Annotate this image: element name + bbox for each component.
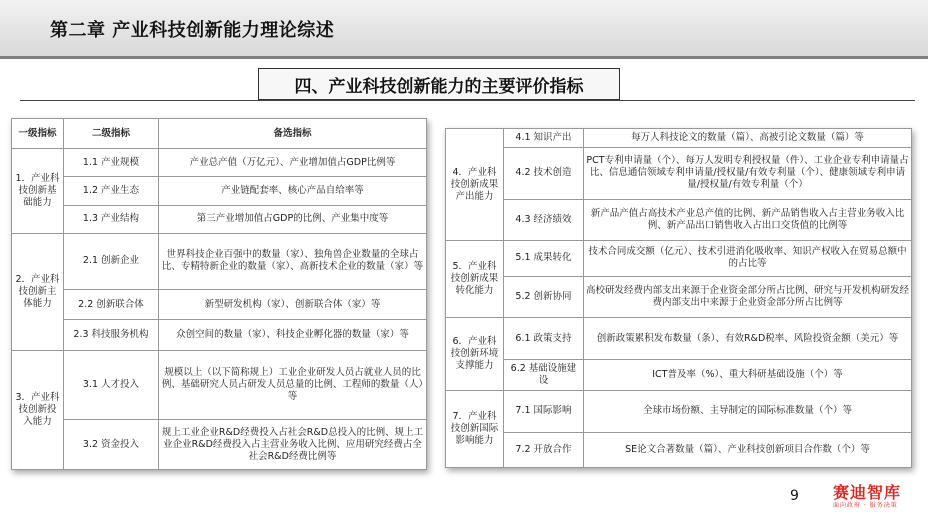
section-divider: [20, 100, 915, 101]
level2-cell: 6.1 政策支持: [504, 318, 584, 360]
level2-cell: 2.1 创新企业: [64, 233, 159, 289]
level1-cell: 4．产业科技创新成果产出能力: [446, 129, 504, 241]
header-level2: 二级指标: [64, 119, 159, 149]
candidate-cell: 新产品产值占高技术产业总产值的比例、新产品销售收入占主营业务收入比例、新产品出口销售收入占出口交货值的比例等: [584, 199, 912, 241]
header-divider: [0, 56, 928, 59]
level1-cell: 2．产业科技创新主体能力: [12, 233, 64, 350]
header-level1: 一级指标: [12, 119, 64, 149]
level1-cell: 5．产业科技创新成果转化能力: [446, 241, 504, 318]
logo-text: 赛迪智库: [833, 483, 902, 502]
level2-cell: 5.2 创新协同: [504, 276, 584, 318]
candidate-cell: ICT普及率（%）、重大科研基础设施（个）等: [584, 359, 912, 390]
level2-cell: 4.1 知识产出: [504, 129, 584, 148]
logo-tagline: 面向政府 · 服务决策: [833, 502, 898, 509]
candidate-cell: 全球市场份额、主导制定的国际标准数量（个）等: [584, 391, 912, 433]
level2-cell: 1.1 产业规模: [64, 149, 159, 177]
level2-cell: 1.3 产业结构: [64, 205, 159, 233]
candidate-cell: 产业总产值（万亿元）、产业增加值占GDP比例等: [159, 149, 427, 177]
candidate-cell: 产业链配套率、核心产品自给率等: [159, 177, 427, 205]
level2-cell: 3.1 人才投入: [64, 350, 159, 419]
level2-cell: 2.2 创新联合体: [64, 290, 159, 320]
level2-cell: 7.2 开放合作: [504, 432, 584, 467]
level1-cell: 3．产业科技创新投入能力: [12, 350, 64, 469]
level2-cell: 4.2 技术创造: [504, 147, 584, 199]
section-title: 四、产业科技创新能力的主要评价指标: [258, 68, 620, 100]
chapter-title: 第二章 产业科技创新能力理论综述: [50, 20, 335, 41]
candidate-cell: 第三产业增加值占GDP的比例、产业集中度等: [159, 205, 427, 233]
level2-cell: 5.1 成果转化: [504, 241, 584, 276]
level2-cell: 7.1 国际影响: [504, 391, 584, 433]
candidate-cell: PCT专利申请量（个）、每万人发明专利授权量（件）、工业企业专利申请量占比、信息通信领域专利申请量/授权量/有效专利量（个）、健康领域专利申请量/授权量/有效专利量（个）: [584, 147, 912, 199]
level1-cell: 1．产业科技创新基础能力: [12, 149, 64, 233]
level2-cell: 3.2 资金投入: [64, 420, 159, 470]
candidate-cell: 世界科技企业百强中的数量（家）、独角兽企业数量的全球占比、专精特新企业的数量（家）、高新技术企业的数量（家）等: [159, 233, 427, 289]
level1-cell: 7．产业科技创新国际影响能力: [446, 391, 504, 468]
candidate-cell: SE论文合著数量（篇）、产业科技创新项目合作数（个）等: [584, 432, 912, 467]
header-candidates: 备选指标: [159, 119, 427, 149]
level2-cell: 1.2 产业生态: [64, 177, 159, 205]
candidate-cell: 创新政策累积发布数量（条）、有效R&D税率、风险投资金额（美元）等: [584, 318, 912, 360]
level2-cell: 4.3 经济绩效: [504, 199, 584, 241]
candidate-cell: 新型研发机构（家）、创新联合体（家）等: [159, 290, 427, 320]
level1-cell: 6．产业科技创新环境支撑能力: [446, 318, 504, 391]
candidate-cell: 众创空间的数量（家）、科技企业孵化器的数量（家）等: [159, 320, 427, 350]
candidate-cell: 每万人科技论文的数量（篇）、高被引论文数量（篇）等: [584, 129, 912, 148]
candidate-cell: 高校研发经费内部支出来源于企业资金部分所占比例、研究与开发机构研发经费内部支出中来源于企业资金部分所占比例等: [584, 276, 912, 318]
candidate-cell: 规上工业企业R&D经费投入占社会R&D总投入的比例、规上工业企业R&D经费投入占主营业务收入比例、应用研究经费占全社会R&D经费比例等: [159, 420, 427, 470]
right-indicator-table: [445, 128, 912, 468]
candidate-cell: 规模以上（以下简称规上）工业企业研发人员占就业人员的比例、基础研究人员占研发人员总量的比例、工程师的数量（人）等: [159, 350, 427, 419]
page-number: 9: [790, 488, 799, 504]
left-indicator-table: [11, 118, 427, 470]
candidate-cell: 技术合同成交额（亿元）、技术引进消化吸收率、知识产权收入在贸易总额中的占比等: [584, 241, 912, 276]
level2-cell: 2.3 科技服务机构: [64, 320, 159, 350]
level2-cell: 6.2 基础设施建设: [504, 359, 584, 390]
ccid-logo: [833, 484, 919, 516]
